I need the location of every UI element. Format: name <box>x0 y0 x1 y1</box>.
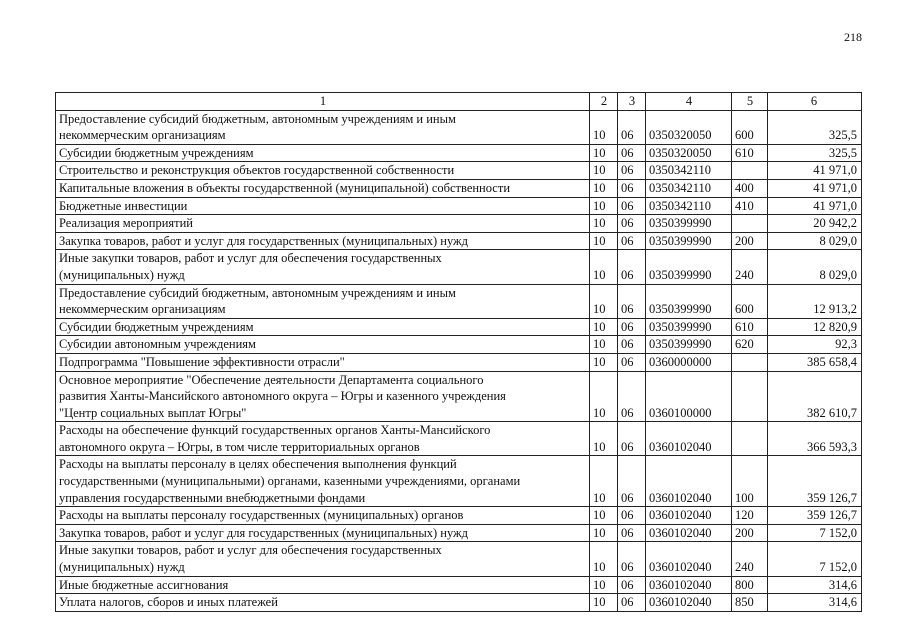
table-row <box>56 371 862 422</box>
target-article-cell: 0360000000 <box>646 353 732 371</box>
row-name-line: (муниципальных) нужд <box>59 560 185 575</box>
table-row <box>56 542 862 576</box>
amount-cell: 366 593,3 <box>768 422 862 456</box>
table-row <box>56 232 862 250</box>
subsection-code-cell: 06 <box>618 232 646 250</box>
subsection-code-cell: 06 <box>618 542 646 576</box>
target-article-cell: 0360100000 <box>646 371 732 422</box>
section-code-cell: 10 <box>590 144 618 162</box>
row-name-line: некоммерческим организациям <box>59 302 226 317</box>
target-article-cell: 0350320050 <box>646 144 732 162</box>
target-article-cell: 0350399990 <box>646 250 732 284</box>
table-row <box>56 110 862 144</box>
table-row <box>56 594 862 612</box>
row-name-cell <box>56 336 590 354</box>
row-name-line: некоммерческим организациям <box>59 128 226 143</box>
row-name-line: "Центр социальных выплат Югры" <box>59 405 247 420</box>
section-code-cell: 10 <box>590 318 618 336</box>
target-article-cell: 0360102040 <box>646 456 732 507</box>
amount-cell: 8 029,0 <box>768 250 862 284</box>
expense-type-cell: 200 <box>732 524 768 542</box>
table-row <box>56 250 862 284</box>
subsection-code-cell: 06 <box>618 336 646 354</box>
subsection-code-cell: 06 <box>618 144 646 162</box>
table-row <box>56 144 862 162</box>
table-row <box>56 524 862 542</box>
section-code-cell: 10 <box>590 232 618 250</box>
table-row <box>56 422 862 456</box>
row-name-cell <box>56 144 590 162</box>
budget-table-body <box>56 93 862 612</box>
expense-type-cell <box>732 215 768 233</box>
table-row <box>56 215 862 233</box>
subsection-code-cell: 06 <box>618 179 646 197</box>
expense-type-cell: 600 <box>732 110 768 144</box>
section-code-cell: 10 <box>590 507 618 525</box>
section-code-cell: 10 <box>590 422 618 456</box>
expense-type-cell: 610 <box>732 318 768 336</box>
table-row <box>56 197 862 215</box>
section-code-cell: 10 <box>590 215 618 233</box>
table-row <box>56 162 862 180</box>
target-article-cell: 0350342110 <box>646 162 732 180</box>
row-name-line: Расходы на обеспечение функций государственных органов Ханты-Мансийского <box>59 423 491 438</box>
row-name-line: Капитальные вложения в объекты государственной (муниципальной) собственности <box>59 180 511 195</box>
section-code-cell: 10 <box>590 456 618 507</box>
target-article-cell: 0350342110 <box>646 179 732 197</box>
section-code-cell: 10 <box>590 162 618 180</box>
column-header-6: 6 <box>768 93 862 111</box>
row-name-line: Субсидии автономным учреждениям <box>59 337 256 352</box>
expense-type-cell: 410 <box>732 197 768 215</box>
row-name-line: государственными (муниципальными) органами, казенными учреждениями, органами <box>59 474 521 489</box>
subsection-code-cell: 06 <box>618 250 646 284</box>
section-code-cell: 10 <box>590 110 618 144</box>
row-name-line: автономного округа – Югры, в том числе территориальных органов <box>59 439 420 454</box>
amount-cell: 41 971,0 <box>768 162 862 180</box>
row-name-cell <box>56 524 590 542</box>
row-name-line: Строительство и реконструкция объектов государственной собственности <box>59 163 455 178</box>
subsection-code-cell: 06 <box>618 507 646 525</box>
expense-type-cell <box>732 422 768 456</box>
expense-type-cell: 400 <box>732 179 768 197</box>
expense-type-cell: 120 <box>732 507 768 525</box>
section-code-cell: 10 <box>590 576 618 594</box>
budget-table <box>55 92 862 612</box>
table-row <box>56 507 862 525</box>
row-name-cell <box>56 456 590 507</box>
section-code-cell: 10 <box>590 197 618 215</box>
amount-cell: 41 971,0 <box>768 179 862 197</box>
page-number: 218 <box>844 30 862 44</box>
amount-cell: 325,5 <box>768 110 862 144</box>
column-header-4: 4 <box>646 93 732 111</box>
row-name-line: (муниципальных) нужд <box>59 267 185 282</box>
row-name-line: Уплата налогов, сборов и иных платежей <box>59 595 278 610</box>
section-code-cell: 10 <box>590 336 618 354</box>
row-name-line: Закупка товаров, работ и услуг для государственных (муниципальных) нужд <box>59 233 469 248</box>
subsection-code-cell: 06 <box>618 456 646 507</box>
row-name-cell <box>56 594 590 612</box>
row-name-cell <box>56 179 590 197</box>
target-article-cell: 0360102040 <box>646 524 732 542</box>
amount-cell: 20 942,2 <box>768 215 862 233</box>
subsection-code-cell: 06 <box>618 371 646 422</box>
target-article-cell: 0360102040 <box>646 576 732 594</box>
row-name-cell <box>56 422 590 456</box>
target-article-cell: 0350399990 <box>646 284 732 318</box>
target-article-cell: 0350399990 <box>646 215 732 233</box>
target-article-cell: 0350399990 <box>646 336 732 354</box>
expense-type-cell <box>732 371 768 422</box>
expense-type-cell: 240 <box>732 250 768 284</box>
subsection-code-cell: 06 <box>618 576 646 594</box>
row-name-line: Предоставление субсидий бюджетным, автономным учреждениям и иным <box>59 111 456 126</box>
expense-type-cell <box>732 162 768 180</box>
column-header-5: 5 <box>732 93 768 111</box>
row-name-cell <box>56 162 590 180</box>
column-header-1: 1 <box>56 93 590 111</box>
subsection-code-cell: 06 <box>618 594 646 612</box>
subsection-code-cell: 06 <box>618 353 646 371</box>
subsection-code-cell: 06 <box>618 284 646 318</box>
row-name-cell <box>56 250 590 284</box>
expense-type-cell: 800 <box>732 576 768 594</box>
target-article-cell: 0350320050 <box>646 110 732 144</box>
target-article-cell: 0350399990 <box>646 232 732 250</box>
section-code-cell: 10 <box>590 542 618 576</box>
table-row <box>56 179 862 197</box>
amount-cell: 325,5 <box>768 144 862 162</box>
amount-cell: 7 152,0 <box>768 524 862 542</box>
row-name-line: Субсидии бюджетным учреждениям <box>59 145 254 160</box>
target-article-cell: 0360102040 <box>646 542 732 576</box>
amount-cell: 359 126,7 <box>768 456 862 507</box>
table-row <box>56 336 862 354</box>
table-row <box>56 353 862 371</box>
row-name-line: Реализация мероприятий <box>59 216 193 231</box>
expense-type-cell: 200 <box>732 232 768 250</box>
expense-type-cell: 100 <box>732 456 768 507</box>
amount-cell: 12 820,9 <box>768 318 862 336</box>
target-article-cell: 0360102040 <box>646 507 732 525</box>
target-article-cell: 0350399990 <box>646 318 732 336</box>
row-name-line: Субсидии бюджетным учреждениям <box>59 319 254 334</box>
row-name-line: Подпрограмма "Повышение эффективности отрасли" <box>59 354 345 369</box>
target-article-cell: 0360102040 <box>646 422 732 456</box>
row-name-cell <box>56 542 590 576</box>
row-name-cell <box>56 110 590 144</box>
subsection-code-cell: 06 <box>618 162 646 180</box>
target-article-cell: 0360102040 <box>646 594 732 612</box>
subsection-code-cell: 06 <box>618 524 646 542</box>
row-name-line: Иные бюджетные ассигнования <box>59 577 229 592</box>
expense-type-cell: 240 <box>732 542 768 576</box>
section-code-cell: 10 <box>590 371 618 422</box>
row-name-cell <box>56 507 590 525</box>
section-code-cell: 10 <box>590 594 618 612</box>
section-code-cell: 10 <box>590 524 618 542</box>
section-code-cell: 10 <box>590 284 618 318</box>
row-name-line: Иные закупки товаров, работ и услуг для обеспечения государственных <box>59 251 442 266</box>
expense-type-cell: 620 <box>732 336 768 354</box>
subsection-code-cell: 06 <box>618 110 646 144</box>
table-row <box>56 576 862 594</box>
section-code-cell: 10 <box>590 179 618 197</box>
row-name-line: Бюджетные инвестиции <box>59 198 188 213</box>
expense-type-cell: 600 <box>732 284 768 318</box>
row-name-line: Расходы на выплаты персоналу в целях обеспечения выполнения функций <box>59 457 457 472</box>
expense-type-cell: 850 <box>732 594 768 612</box>
subsection-code-cell: 06 <box>618 215 646 233</box>
table-header-row <box>56 93 862 111</box>
row-name-line: Предоставление субсидий бюджетным, автономным учреждениям и иным <box>59 285 456 300</box>
row-name-cell <box>56 232 590 250</box>
row-name-line: Расходы на выплаты персоналу государственных (муниципальных) органов <box>59 508 464 523</box>
amount-cell: 382 610,7 <box>768 371 862 422</box>
row-name-cell <box>56 197 590 215</box>
row-name-cell <box>56 215 590 233</box>
row-name-line: Закупка товаров, работ и услуг для государственных (муниципальных) нужд <box>59 525 469 540</box>
column-header-3: 3 <box>618 93 646 111</box>
row-name-line: развития Ханты-Мансийского автономного округа – Югры и казенного учреждения <box>59 389 506 404</box>
row-name-cell <box>56 371 590 422</box>
target-article-cell: 0350342110 <box>646 197 732 215</box>
table-row <box>56 284 862 318</box>
row-name-line: управления государственными внебюджетными фондами <box>59 490 366 505</box>
amount-cell: 359 126,7 <box>768 507 862 525</box>
amount-cell: 8 029,0 <box>768 232 862 250</box>
amount-cell: 12 913,2 <box>768 284 862 318</box>
amount-cell: 314,6 <box>768 594 862 612</box>
subsection-code-cell: 06 <box>618 422 646 456</box>
amount-cell: 7 152,0 <box>768 542 862 576</box>
subsection-code-cell: 06 <box>618 197 646 215</box>
amount-cell: 92,3 <box>768 336 862 354</box>
expense-type-cell: 610 <box>732 144 768 162</box>
row-name-cell <box>56 353 590 371</box>
column-header-2: 2 <box>590 93 618 111</box>
subsection-code-cell: 06 <box>618 318 646 336</box>
section-code-cell: 10 <box>590 353 618 371</box>
row-name-cell <box>56 576 590 594</box>
amount-cell: 41 971,0 <box>768 197 862 215</box>
table-row <box>56 456 862 507</box>
amount-cell: 314,6 <box>768 576 862 594</box>
amount-cell: 385 658,4 <box>768 353 862 371</box>
expense-type-cell <box>732 353 768 371</box>
section-code-cell: 10 <box>590 250 618 284</box>
row-name-line: Основное мероприятие "Обеспечение деятельности Департамента социального <box>59 372 484 387</box>
row-name-line: Иные закупки товаров, работ и услуг для обеспечения государственных <box>59 543 442 558</box>
table-row <box>56 318 862 336</box>
row-name-cell <box>56 284 590 318</box>
row-name-cell <box>56 318 590 336</box>
